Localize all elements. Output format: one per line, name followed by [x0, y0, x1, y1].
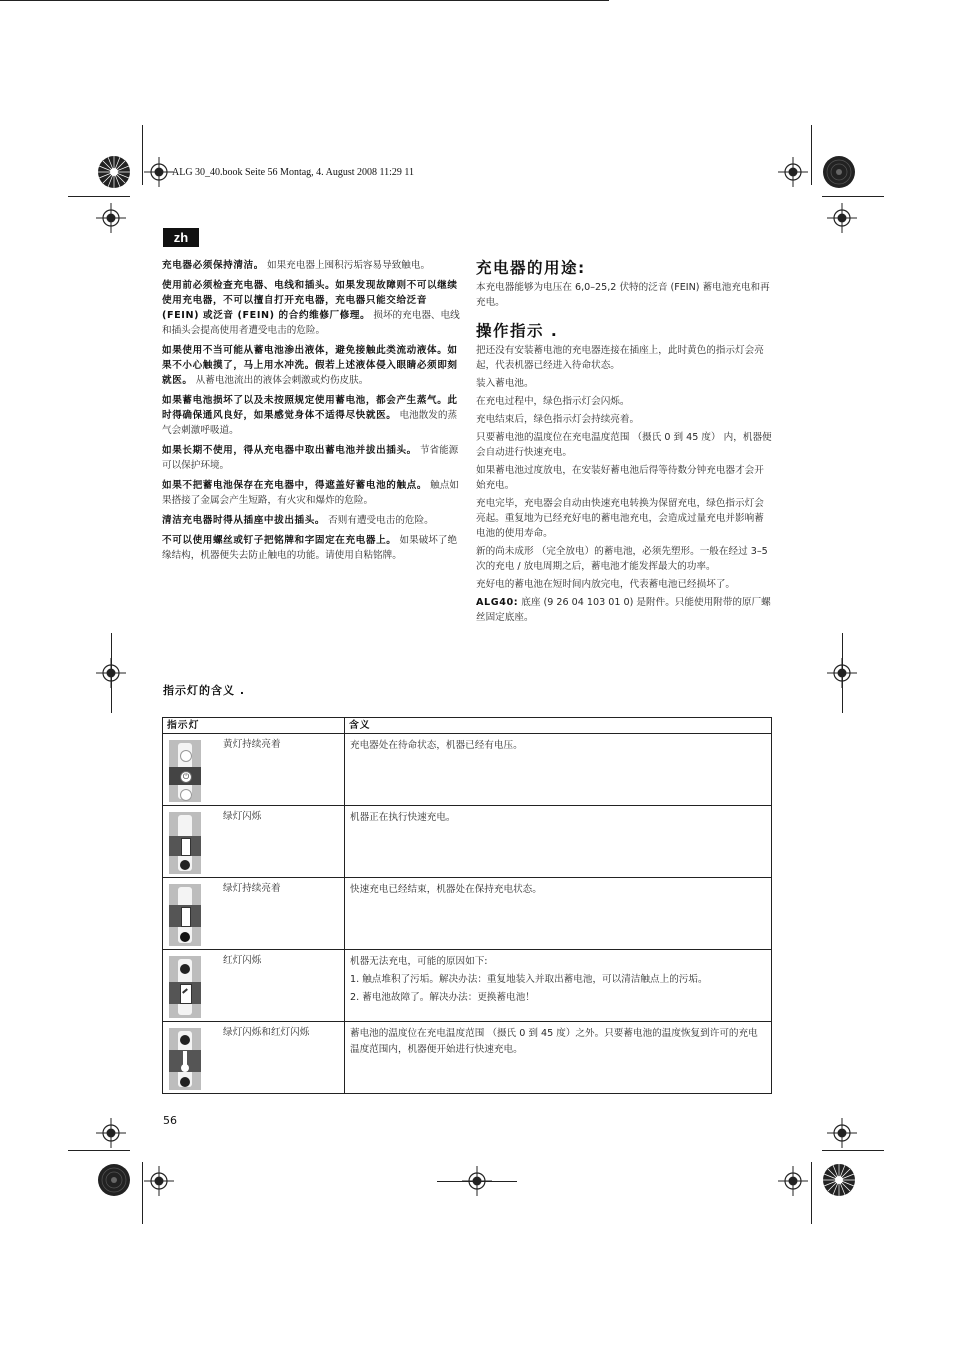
- operation-heading: 操作指示 .: [476, 322, 559, 340]
- state-label: 绿灯闪烁和红灯闪烁: [223, 1027, 310, 1038]
- operation-paragraph: 充电结束后，绿色指示灯会持续亮着。: [476, 414, 640, 425]
- indicator-table-title: 指示灯的含义 .: [163, 684, 246, 697]
- registration-mark-icon: [821, 1162, 857, 1198]
- crop-mark: [842, 633, 843, 713]
- red-blink-icon: [169, 956, 201, 1018]
- purpose-text: 本充电器能够为电压在 6,0–25,2 伏特的泛音 (FEIN) 蓄电池充电和再充电。: [476, 282, 770, 308]
- safety-paragraph: 使用前必须检查充电器、电线和插头。如果发现故障则不可以继续使用充电器，不可以擅自打开充电器，充电器只能交给泛音 (FEIN) 或泛音 (FEIN) 的合约维修厂修理。 损坏的充电器、电线和插头会提高使用者遭受电击的危险。: [162, 280, 460, 336]
- registration-mark-icon: [96, 1162, 132, 1198]
- crop-mark: [142, 1162, 143, 1224]
- alg40-note: ALG40: 底座 (9 26 04 103 01 0) 是附件。只能使用附带的原厂螺丝固定底座。: [476, 597, 771, 623]
- crop-mark: [111, 633, 112, 713]
- target-mark-icon: [144, 157, 174, 187]
- table-row: [163, 734, 772, 806]
- operation-paragraph: 如果蓄电池过度放电，在安装好蓄电池后得等待数分钟充电器才会开始充电。: [476, 465, 764, 491]
- meaning-detail: 1. 触点堆积了污垢。解决办法：重复地装入并取出蓄电池，可以清洁触点上的污垢。: [350, 974, 708, 985]
- registration-mark-icon: [821, 154, 857, 190]
- meaning-text: 蓄电池的温度位在充电温度范围 （摄氏 0 到 45 度）之外。只要蓄电池的温度恢复到许可的充电温度范围内，机器便开始进行快速充电。: [350, 1028, 758, 1055]
- temperature-blink-icon: [169, 1028, 201, 1090]
- book-header-line: ALG 30_40.book Seite 56 Montag, 4. August 2008 11:29 11: [172, 167, 415, 178]
- safety-paragraph: 充电器必须保持清洁。 如果充电器上囤积污垢容易导致触电。: [162, 260, 431, 271]
- crop-mark: [68, 196, 130, 197]
- safety-paragraph: 如果使用不当可能从蓄电池渗出液体，避免接触此类流动液体。如果不小心触摸了，马上用水冲洗。假若上述液体侵入眼睛必须即刻就医。 从蓄电池流出的液体会刺激或灼伤皮肤。: [162, 345, 458, 386]
- crop-mark: [811, 1162, 812, 1224]
- meaning-text: 充电器处在待命状态，机器已经有电压。: [350, 740, 523, 751]
- operation-paragraph: 把还没有安装蓄电池的充电器连接在插座上，此时黄色的指示灯会亮起，代表机器已经进入待命状态。: [476, 345, 764, 371]
- green-blink-icon: [169, 812, 201, 874]
- state-label: 红灯闪烁: [223, 955, 262, 966]
- language-badge: zh: [163, 228, 199, 247]
- operation-paragraph: 装入蓄电池。: [476, 378, 534, 389]
- target-mark-icon: [827, 203, 857, 233]
- operation-paragraph: 充好电的蓄电池在短时间内放完电，代表蓄电池已经损坏了。: [476, 579, 736, 590]
- crop-mark: [68, 1150, 130, 1151]
- operation-paragraph: 充电完毕，充电器会自动由快速充电转换为保留充电，绿色指示灯会亮起。重复地为已经充好电的蓄电池充电，会造成过量充电并影响蓄电池的使用寿命。: [476, 498, 764, 539]
- purpose-heading: 充电器的用途:: [476, 259, 586, 277]
- operation-paragraph: 在充电过程中，绿色指示灯会闪烁。: [476, 396, 630, 407]
- operation-paragraph: 新的尚未成形 （完全放电）的蓄电池，必须先塑形。一般在经过 3–5 次的充电 / 放电周期之后，蓄电池才能发挥最大的功率。: [476, 546, 768, 572]
- crop-mark: [822, 1150, 884, 1151]
- safety-paragraph: 清洁充电器时得从插座中拔出插头。 否则有遭受电击的危险。: [162, 515, 434, 526]
- target-mark-icon: [778, 1166, 808, 1196]
- crop-mark: [437, 1181, 517, 1182]
- meaning-text: 快速充电已经结束，机器处在保持充电状态。: [350, 884, 542, 895]
- column-header-meaning: 含义: [345, 718, 772, 734]
- instructions-column: [476, 258, 773, 628]
- state-label: 黄灯持续亮着: [223, 739, 281, 750]
- state-label: 绿灯持续亮着: [223, 883, 281, 894]
- header-rule: [0, 0, 609, 1]
- table-row: [163, 950, 772, 1022]
- target-mark-icon: [827, 1118, 857, 1148]
- state-label: 绿灯闪烁: [223, 811, 262, 822]
- safety-paragraph: 如果蓄电池损坏了以及未按照规定使用蓄电池，都会产生蒸气。此时得确保通风良好，如果感觉身体不适得尽快就医。 电池散发的蒸气会刺激呼吸道。: [162, 395, 458, 436]
- green-steady-icon: [169, 884, 201, 946]
- target-mark-icon: [96, 1118, 126, 1148]
- table-row: [163, 1022, 772, 1094]
- yellow-standby-icon: ⏻: [169, 740, 201, 802]
- meaning-detail: 2. 蓄电池故障了。解决办法：更换蓄电池！: [350, 992, 535, 1003]
- safety-paragraph: 如果不把蓄电池保存在充电器中，得遮盖好蓄电池的触点。 触点如果搭接了金属会产生短路，有火灾和爆炸的危险。: [162, 480, 459, 506]
- meaning-text: 机器正在执行快速充电。: [350, 812, 456, 823]
- target-mark-icon: [144, 1166, 174, 1196]
- safety-paragraph: 如果长期不使用，得从充电器中取出蓄电池并拔出插头。 节省能源可以保护环境。: [162, 445, 459, 471]
- crop-mark: [142, 125, 143, 185]
- indicator-table: [162, 717, 772, 1094]
- operation-paragraph: 只要蓄电池的温度位在充电温度范围 （摄氏 0 到 45 度） 内，机器便会自动进行快速充电。: [476, 432, 772, 458]
- target-mark-icon: [96, 203, 126, 233]
- table-header-row: [163, 718, 772, 734]
- crop-mark: [822, 196, 884, 197]
- page-number: 56: [163, 1114, 177, 1127]
- column-header-light: 指示灯: [163, 718, 345, 734]
- table-row: [163, 878, 772, 950]
- target-mark-icon: [778, 157, 808, 187]
- table-row: [163, 806, 772, 878]
- registration-mark-icon: [96, 154, 132, 190]
- crop-mark: [811, 125, 812, 185]
- alg40-label: ALG40:: [476, 597, 519, 608]
- safety-column: [162, 258, 460, 568]
- meaning-text: 机器无法充电，可能的原因如下:: [350, 956, 488, 967]
- safety-paragraph: 不可以使用螺丝或钉子把铭牌和字固定在充电器上。 如果破坏了绝缘结构，机器便失去防止触电的功能。请使用自粘铭牌。: [162, 535, 458, 561]
